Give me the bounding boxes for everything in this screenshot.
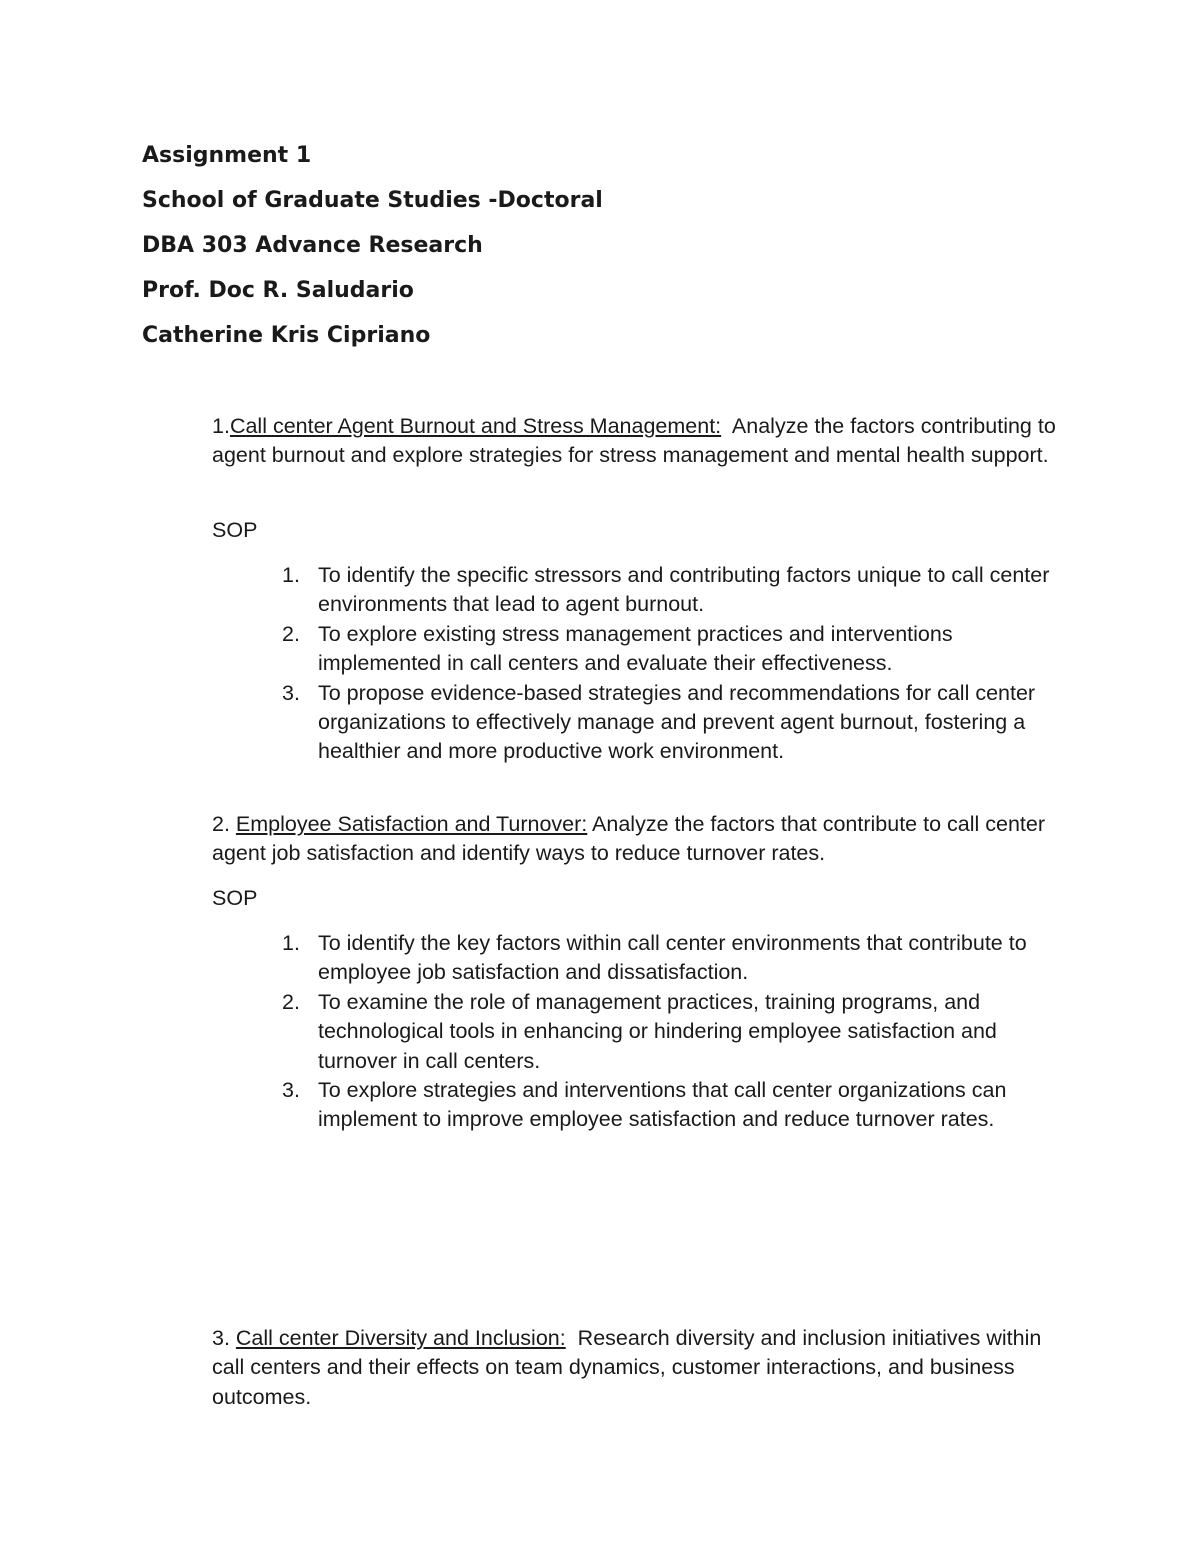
topic-3-description: Research diversity and inclusion initiatives within call centers and their effects on team dynamics, customer interactions, and business outcomes.: [212, 1326, 1048, 1409]
list-item-text: To explore existing stress management practices and interventions implemented in call centers and evaluate their effectiveness.: [318, 621, 953, 676]
professor-name: Prof. Doc R. Saludario: [142, 278, 414, 303]
list-item: [282, 679, 1062, 767]
topic-3-title: Call center Diversity and Inclusion:: [235, 1326, 566, 1350]
topic-1-title: Call center Agent Burnout and Stress Management:: [229, 414, 722, 438]
list-item: [282, 620, 1062, 679]
list-item-number: 2.: [282, 989, 300, 1014]
list-item-number: 3.: [282, 680, 300, 705]
list-item-number: 3.: [282, 1078, 300, 1103]
topic-2-title: Employee Satisfaction and Turnover:: [235, 812, 588, 836]
assignment-title: Assignment 1: [142, 143, 312, 168]
list-item-text: To explore strategies and interventions that call center organizations can implement to improve employee satisfaction and reduce turnover rates.: [318, 1078, 1007, 1132]
list-item-number: 1.: [282, 931, 300, 955]
topic-1-sop-label: SOP: [212, 518, 258, 542]
list-item-text: To identify the specific stressors and contributing factors unique to call center environments that lead to agent burnout.: [318, 563, 1050, 617]
list-item-number: 1.: [282, 563, 300, 587]
course-name: DBA 303 Advance Research: [142, 233, 483, 258]
topic-1-paragraph: [212, 412, 1072, 471]
topic-2-paragraph: [212, 810, 1072, 869]
topic-2-description: Analyze the factors that contribute to call center agent job satisfaction and identify ways to reduce turnover rates.: [212, 812, 1051, 866]
list-item-text: To propose evidence-based strategies and recommendations for call center organizations to effectively manage and prevent agent burnout, fostering a healthier and more productive work environment.: [318, 680, 1036, 764]
topic-3-number: 3.: [212, 1326, 236, 1350]
topic-1-description: Analyze the factors contributing to agent burnout and explore strategies for stress management and mental health support.: [212, 414, 1062, 468]
list-item: [282, 561, 1062, 620]
topic-2-sop-label: SOP: [212, 886, 258, 910]
school-name: School of Graduate Studies -Doctoral: [142, 188, 603, 213]
topic-2-number: 2.: [212, 812, 236, 836]
topic-2-sop-list: [282, 929, 1062, 1135]
list-item-text: To identify the key factors within call center environments that contribute to employee job satisfaction and dissatisfaction.: [318, 931, 1027, 985]
list-item: [282, 929, 1062, 988]
list-item-number: 2.: [282, 621, 300, 646]
list-item: [282, 1076, 1062, 1135]
topic-1-number: 1.: [212, 414, 230, 438]
topic-3-paragraph: [212, 1324, 1072, 1412]
student-name: Catherine Kris Cipriano: [142, 323, 431, 348]
list-item: [282, 988, 1062, 1076]
topic-1-sop-list: [282, 561, 1062, 767]
list-item-text: To examine the role of management practices, training programs, and technological tools in enhancing or hindering employee satisfaction and turnover in call centers.: [318, 989, 997, 1073]
